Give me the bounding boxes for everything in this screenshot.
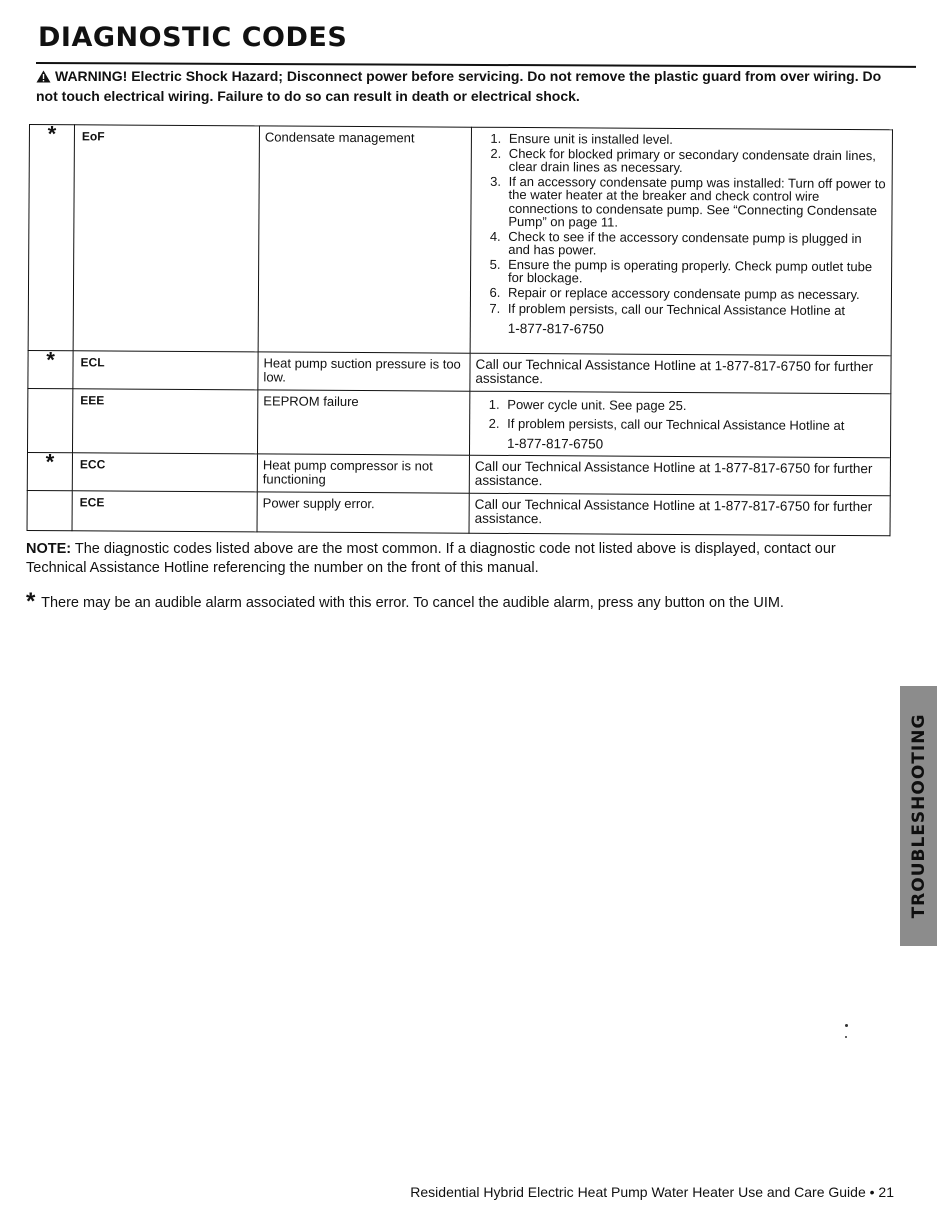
description-cell: Power supply error. (257, 492, 469, 533)
note-text: The diagnostic codes listed above are the most common. If a diagnostic code not listed above is displayed, contact our Technical Assistance Hotline referencing the number on the front of this manual. (26, 541, 836, 576)
code-cell: ECC (72, 453, 257, 492)
list-item: 1. Power cycle unit. See page 25. (503, 396, 885, 416)
action-cell: Call our Technical Assistance Hotline at 1-877-817-6750 for further assistance. (469, 493, 890, 536)
alarm-star: * (27, 452, 72, 490)
description-cell: Heat pump compressor is not functioning (257, 454, 469, 493)
note-label: NOTE: (26, 541, 72, 557)
list-item: 3. If an accessory condensate pump was installed: Turn off power to the water heater at the breaker and check control wire connections to condensate pump. See “Connecting Condensate Pump” on page 11. (504, 174, 886, 230)
list-item: 7. If problem persists, call our Technical Assistance Hotline at (504, 300, 886, 320)
warning-triangle-icon (36, 66, 51, 86)
hotline-number: 1-877-817-6750 (507, 435, 604, 452)
list-item: 4. Check to see if the accessory condensate pump is plugged in and has power. (504, 229, 886, 258)
table-row (27, 388, 890, 457)
warning-text (36, 66, 896, 106)
description-cell: EEPROM failure (257, 390, 469, 455)
footnote-star: * (26, 588, 36, 615)
table-row (28, 350, 891, 393)
section-tab-label: TROUBLESHOOTING (908, 713, 929, 919)
description-cell: Heat pump suction pressure is too low. (258, 352, 470, 391)
list-item: 6. Repair or replace accessory condensate pump as necessary. (504, 285, 886, 301)
page-title: DIAGNOSTIC CODES (38, 22, 348, 53)
action-cell (469, 391, 890, 458)
note-paragraph (26, 540, 866, 578)
warning-body: WARNING! Electric Shock Hazard; Disconnect power before servicing. Do not remove the plastic guard from over wiring. Do not touch electrical wiring. Failure to do so can result in death or electrical shock. (36, 68, 882, 104)
description-cell: Condensate management (258, 126, 471, 353)
page-footer: Residential Hybrid Electric Heat Pump Water Heater Use and Care Guide • 21 (410, 1184, 894, 1200)
hotline-number: 1-877-817-6750 (507, 320, 604, 337)
steps-list (475, 396, 885, 436)
table-row (27, 452, 890, 495)
code-cell: ECL (73, 351, 258, 390)
code-cell: ECE (72, 491, 257, 532)
section-tab (900, 686, 937, 946)
table-row (27, 490, 890, 535)
scan-speck (845, 1024, 848, 1027)
alarm-star: * (28, 125, 74, 351)
alarm-star: * (28, 350, 73, 388)
steps-list (476, 132, 887, 321)
diagnostic-table (27, 121, 892, 536)
alarm-star (27, 388, 72, 452)
action-cell (470, 127, 892, 356)
scan-speck (845, 1036, 847, 1038)
list-item: 2. If problem persists, call our Technical Assistance Hotline at (503, 415, 885, 435)
alarm-star (27, 490, 72, 530)
action-cell: Call our Technical Assistance Hotline at 1-877-817-6750 for further assistance. (469, 455, 890, 496)
list-item: 5. Ensure the pump is operating properly. Check pump outlet tube for blockage. (504, 257, 886, 286)
footnote-text: There may be an audible alarm associated with this error. To cancel the audible alarm, press any button on the UIM. (37, 595, 784, 611)
code-cell: EEE (72, 389, 257, 454)
action-cell: Call our Technical Assistance Hotline at 1-877-817-6750 for further assistance. (470, 353, 891, 394)
list-item: 1. Ensure unit is installed level. (505, 132, 887, 148)
footnote (26, 588, 826, 615)
table-row (28, 125, 892, 356)
list-item: 2. Check for blocked primary or secondary condensate drain lines, clear drain lines as necessary. (505, 146, 887, 175)
code-cell: EoF (73, 125, 259, 352)
